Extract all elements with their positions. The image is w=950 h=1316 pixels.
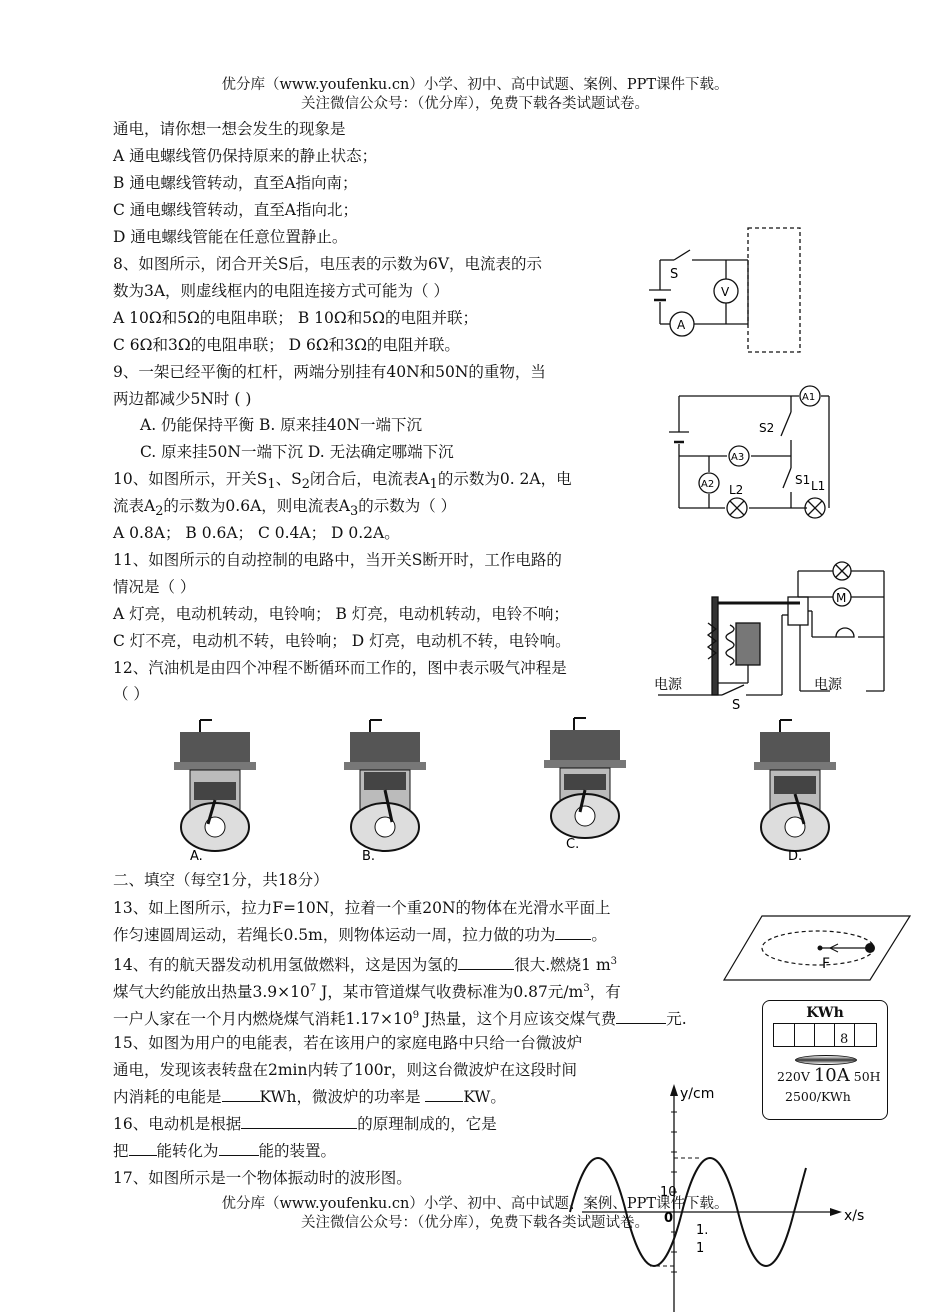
- q10-circuit-figure: [665, 384, 845, 524]
- q10-a3-label: A3: [731, 452, 745, 463]
- engine-diagram-c: [544, 718, 626, 838]
- q13-force-label: F: [822, 956, 831, 972]
- q7-option-d: D 通电螺线管能在任意位置静止。: [113, 228, 348, 246]
- q16-blank-3[interactable]: [219, 1141, 259, 1156]
- q14-line-1: 14、有的航天器发动机用氢做燃料，这是因为氢的 很大.燃烧1 $m^3$: [113, 956, 618, 975]
- q8-line-1: 8、如图所示，闭合开关S后，电压表的示数为6V，电流表的示: [113, 255, 543, 273]
- q17-tick-10: 10: [660, 1185, 677, 1200]
- q8-line-2: 数为3A，则虚线框内的电阻连接方式可能为（ ）: [113, 282, 449, 300]
- q11-power-left-label: 电源: [654, 677, 682, 693]
- q15-blank-2[interactable]: [425, 1087, 463, 1102]
- q7-option-c: C 通电螺线管转动，直至A指向北；: [113, 201, 358, 219]
- engine-label-a: A.: [190, 849, 203, 864]
- q7-stem: 通电，请你想一想会发生的现象是: [113, 120, 346, 138]
- q9-line-3: A. 仍能保持平衡 B. 原来挂40N一端下沉: [140, 416, 423, 434]
- engine-diagram-a: [174, 720, 256, 851]
- q10-line-3: A 0.8A； B 0.6A； C 0.4A； D 0.2A。: [113, 524, 400, 542]
- q12-engine-figure: [150, 712, 830, 868]
- meter-digit-box: [773, 1023, 877, 1047]
- q15-line-3: 内消耗的电能是 KWh，微波炉的功率是 KW。: [113, 1088, 506, 1106]
- q16-line-2: 把 能转化为 能的装置。: [113, 1142, 337, 1160]
- engine-diagram-b: [344, 720, 426, 851]
- q13-line-2: 作匀速圆周运动，若绳长0.5m，则物体运动一周，拉力做的功为 。: [113, 926, 607, 944]
- q16-blank-2[interactable]: [129, 1141, 157, 1156]
- q16-blank-1[interactable]: [241, 1114, 357, 1129]
- q10-line-1: 10、如图所示，开关$S_1$、$S_2$闭合后，电流表$A_1$的示数为0. 2A，电: [113, 470, 572, 493]
- q14-line-3: 一户人家在一个月内燃烧煤气消耗$1.17\times 10^9$ J热量，这个月应该交煤气费 元.: [113, 1010, 687, 1029]
- meter-disc: [795, 1055, 857, 1065]
- engine-diagram-d: [754, 720, 836, 851]
- q8-line-4: C 6Ω和3Ω的电阻串联； D 6Ω和3Ω的电阻并联。: [113, 336, 460, 354]
- q8-voltmeter-label: V: [721, 285, 730, 299]
- q11-line-3: A 灯亮，电动机转动，电铃响； B 灯亮，电动机转动，电铃不响；: [113, 605, 569, 623]
- q17-y-axis-label: y/cm: [680, 1086, 715, 1102]
- q12-line-2: （ ）: [113, 685, 149, 703]
- q14-blank-1[interactable]: [458, 955, 514, 970]
- q8-circuit-figure: [630, 224, 810, 358]
- q10-s2-label: S2: [759, 421, 775, 435]
- q11-switch-label: S: [732, 698, 741, 713]
- q8-switch-label: S: [670, 267, 679, 282]
- section-2-title: 二、填空（每空1分，共18分）: [113, 871, 329, 889]
- q8-line-3: A 10Ω和5Ω的电阻串联； B 10Ω和5Ω的电阻并联；: [113, 309, 478, 327]
- q17-tick-r2: 1: [696, 1241, 705, 1256]
- engine-label-b: B.: [362, 849, 376, 864]
- q7-option-a: A 通电螺线管仍保持原来的静止状态；: [113, 147, 378, 165]
- q9-line-2: 两边都减少5N时 ( ): [113, 390, 252, 408]
- q17-tick-r1: 1.: [696, 1223, 709, 1238]
- q10-s1-label: S1: [795, 473, 811, 487]
- q16-line-1: 16、电动机是根据 的原理制成的，它是: [113, 1115, 497, 1133]
- q10-l1-label: L1: [811, 479, 826, 493]
- q9-line-4: C. 原来挂50N一端下沉 D. 无法确定哪端下沉: [140, 443, 454, 461]
- q9-line-1: 9、一架已经平衡的杠杆，两端分别挂有40N和50N的重物，当: [113, 363, 546, 381]
- q15-line-1: 15、如图为用户的电能表，若在该用户的家庭电路中只给一台微波炉: [113, 1034, 583, 1052]
- q17-origin-label: 0: [664, 1211, 674, 1226]
- q10-line-2: 流表$A_2$的示数为0.6A，则电流表$A_3$的示数为（ ）: [113, 497, 457, 520]
- q11-power-right-label: 电源: [814, 677, 842, 693]
- meter-spec-1: 220V 10A 50H: [777, 1065, 881, 1086]
- engine-label-d: D.: [788, 849, 803, 864]
- header-line-1: 优分库（www.youfenku.cn）小学、初中、高中试题、案例、PPT课件下载。: [221, 77, 729, 93]
- engine-label-c: C.: [566, 837, 580, 852]
- q13-circular-motion-figure: [722, 912, 912, 984]
- q10-l2-label: L2: [729, 483, 744, 497]
- q10-a1-label: A1: [802, 392, 816, 403]
- q11-line-2: 情况是（ ）: [113, 578, 196, 596]
- q15-blank-1[interactable]: [222, 1087, 260, 1102]
- header-line-2: 关注微信公众号：（优分库），免费下载各类试题试卷。: [301, 96, 649, 112]
- q17-line-1: 17、如图所示是一个物体振动时的波形图。: [113, 1169, 412, 1187]
- meter-title: KWh: [806, 1005, 844, 1021]
- q10-a2-label: A2: [701, 479, 715, 490]
- q7-option-b: B 通电螺线管转动，直至A指向南；: [113, 174, 358, 192]
- q17-x-axis-label: x/s: [844, 1208, 865, 1224]
- q11-relay-figure: [652, 557, 892, 713]
- q13-line-1: 13、如上图所示，拉力F=10N，拉着一个重20N的物体在光滑水平面上: [113, 899, 611, 917]
- q13-blank[interactable]: [555, 925, 591, 940]
- q8-ammeter-label: A: [677, 318, 686, 332]
- q14-blank-2[interactable]: [616, 1009, 666, 1024]
- footer-line-1: 优分库（www.youfenku.cn）小学、初中、高中试题、案例、PPT课件下载。: [221, 1196, 729, 1212]
- q12-line-1: 12、汽油机是由四个冲程不断循环而工作的，图中表示吸气冲程是: [113, 659, 567, 677]
- footer-line-2: 关注微信公众号：（优分库），免费下载各类试题试卷。: [301, 1215, 649, 1231]
- q11-line-1: 11、如图所示的自动控制的电路中，当开关S断开时，工作电路的: [113, 551, 562, 569]
- meter-spec-2: 2500/KWh: [785, 1089, 851, 1104]
- q14-line-2: 煤气大约能放出热量$3.9\times 10^7$ J，某市管道煤气收费标准为0.87元$/m^3$，有: [113, 983, 621, 1002]
- q11-motor-label: M: [836, 591, 847, 605]
- q11-line-4: C 灯不亮，电动机不转，电铃响； D 灯亮，电动机不转，电铃响。: [113, 632, 571, 650]
- meter-digit: 8: [840, 1032, 849, 1047]
- q15-line-2: 通电，发现该表转盘在2min内转了100r，则这台微波炉在这段时间: [113, 1061, 577, 1079]
